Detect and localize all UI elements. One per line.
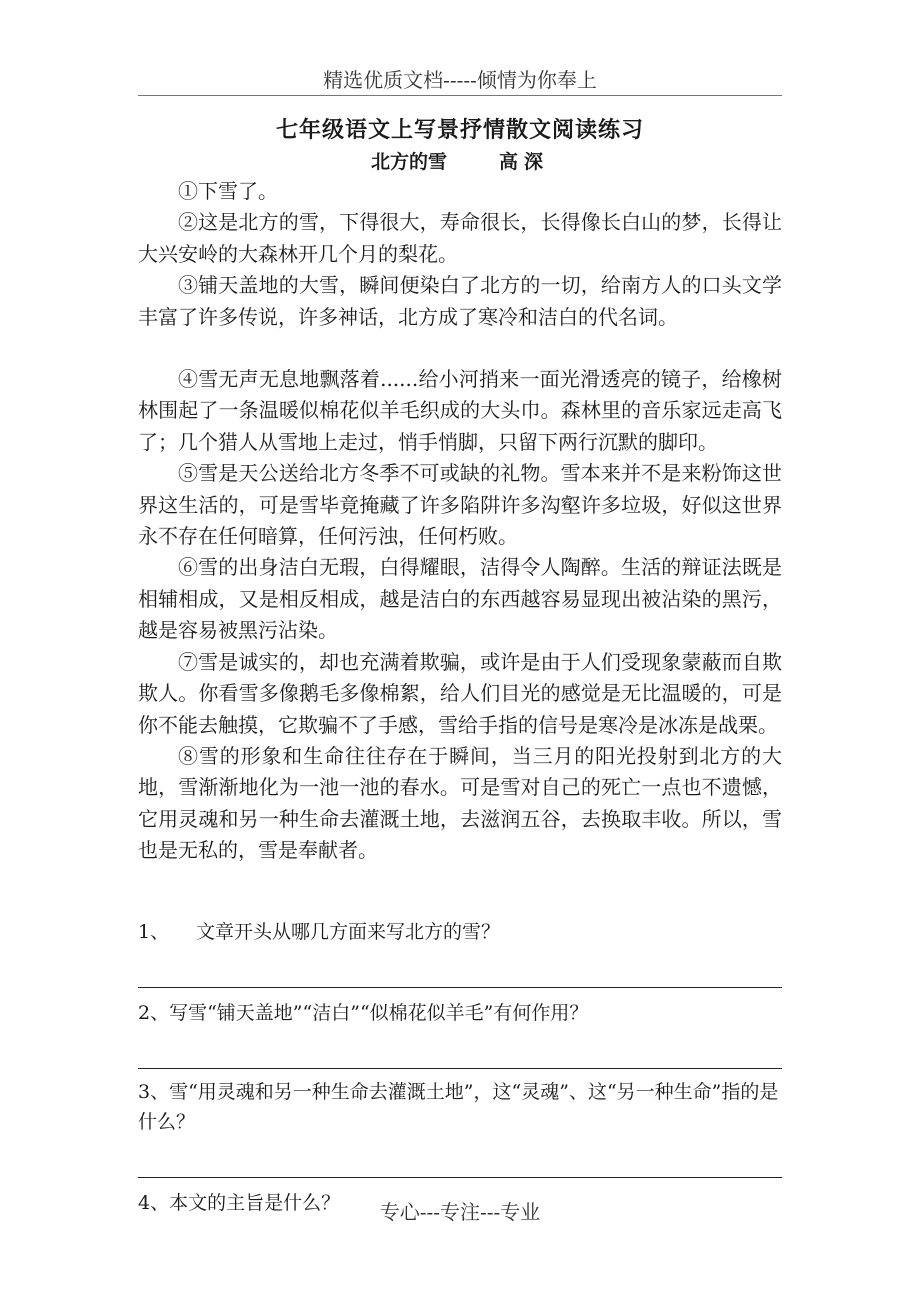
page-header: 精选优质文档-----倾情为你奉上 [323,68,597,92]
page-footer: 专心---专注---专业 [379,1200,541,1224]
question-number: 3、 [138,1081,170,1103]
answer-line-2[interactable] [138,1028,782,1069]
answer-line-3[interactable] [138,1137,782,1178]
question-text: 本文的主旨是什么？ [169,1192,341,1214]
essay-body [138,176,782,867]
question-number: 1、 [138,921,170,943]
question-2 [138,988,782,1028]
essay-title: 北方的雪 [370,151,447,173]
paragraph-5: ⑤雪是天公送给北方冬季不可或缺的礼物。雪本来并不是来粉饰这世界这生活的，可是雪毕竟掩藏了许多陷阱许多沟壑许多垃圾，好似这世界永不存在任何暗算，任何污浊，任何朽败。 [138,461,782,549]
question-1 [138,917,782,947]
question-text: 写雪“铺天盖地”“洁白”“似棉花似羊毛”有何作用？ [169,1002,589,1024]
paragraph-2: ②这是北方的雪，下得很大，寿命很长，长得像长白山的梦，长得让大兴安岭的大森林开几个月的梨花。 [138,210,782,266]
question-section [138,917,782,1218]
question-block-1 [138,917,782,988]
question-block-3 [138,1069,782,1178]
paragraph-6: ⑥雪的出身洁白无瑕，白得耀眼，洁得令人陶醉。生活的辩证法既是相辅相成，又是相反相成，越是洁白的东西越容易显现出被沾染的黑污，越是容易被黑污沾染。 [138,555,782,643]
question-text: 文章开头从哪几方面来写北方的雪？ [196,921,501,943]
paragraph-4: ④雪无声无息地飘落着......给小河捎来一面光滑透亮的镜子，给橡树林围起了一条温暖似棉花似羊毛织成的大头巾。森林里的音乐家远走高飞了；几个猎人从雪地上走过，悄手悄脚，只留下两行沉默的脚印。 [138,367,782,454]
question-number: 2、 [138,1002,170,1024]
document-title: 七年级语文上写景抒情散文阅读练习 [275,117,644,143]
paragraph-3: ③铺天盖地的大雪，瞬间便染白了北方的一切，给南方人的口头文学丰富了许多传说，许多神话，北方成了寒冷和洁白的代名词。 [138,273,782,329]
essay-author: 高深 [499,151,550,173]
question-number: 4、 [138,1192,170,1214]
essay-subtitle [0,147,920,174]
paragraph-8: ⑧雪的形象和生命往往存在于瞬间，当三月的阳光投射到北方的大地，雪渐渐地化为一池一池的春水。可是雪对自己的死亡一点也不遗憾，它用灵魂和另一种生命去灌溉土地，去滋润五谷，去换取丰收。所以，雪也是无私的，雪是奉献者。 [138,743,782,863]
question-block-2 [138,988,782,1069]
paragraph-7: ⑦雪是诚实的，却也充满着欺骗，或许是由于人们受现象蒙蔽而自欺欺人。你看雪多像鹅毛多像棉絮，给人们目光的感觉是无比温暖的，可是你不能去触摸，它欺骗不了手感，雪给手指的信号是寒冷是冰冻是战栗。 [138,649,782,737]
question-text: 雪“用灵魂和另一种生命去灌溉土地”，这“灵魂”、这“另一种生命”指的是什么？ [138,1081,779,1133]
question-3 [138,1069,782,1137]
header-divider [138,95,782,96]
answer-line-1[interactable] [138,947,782,988]
paragraph-1: ①下雪了。 [178,179,278,203]
